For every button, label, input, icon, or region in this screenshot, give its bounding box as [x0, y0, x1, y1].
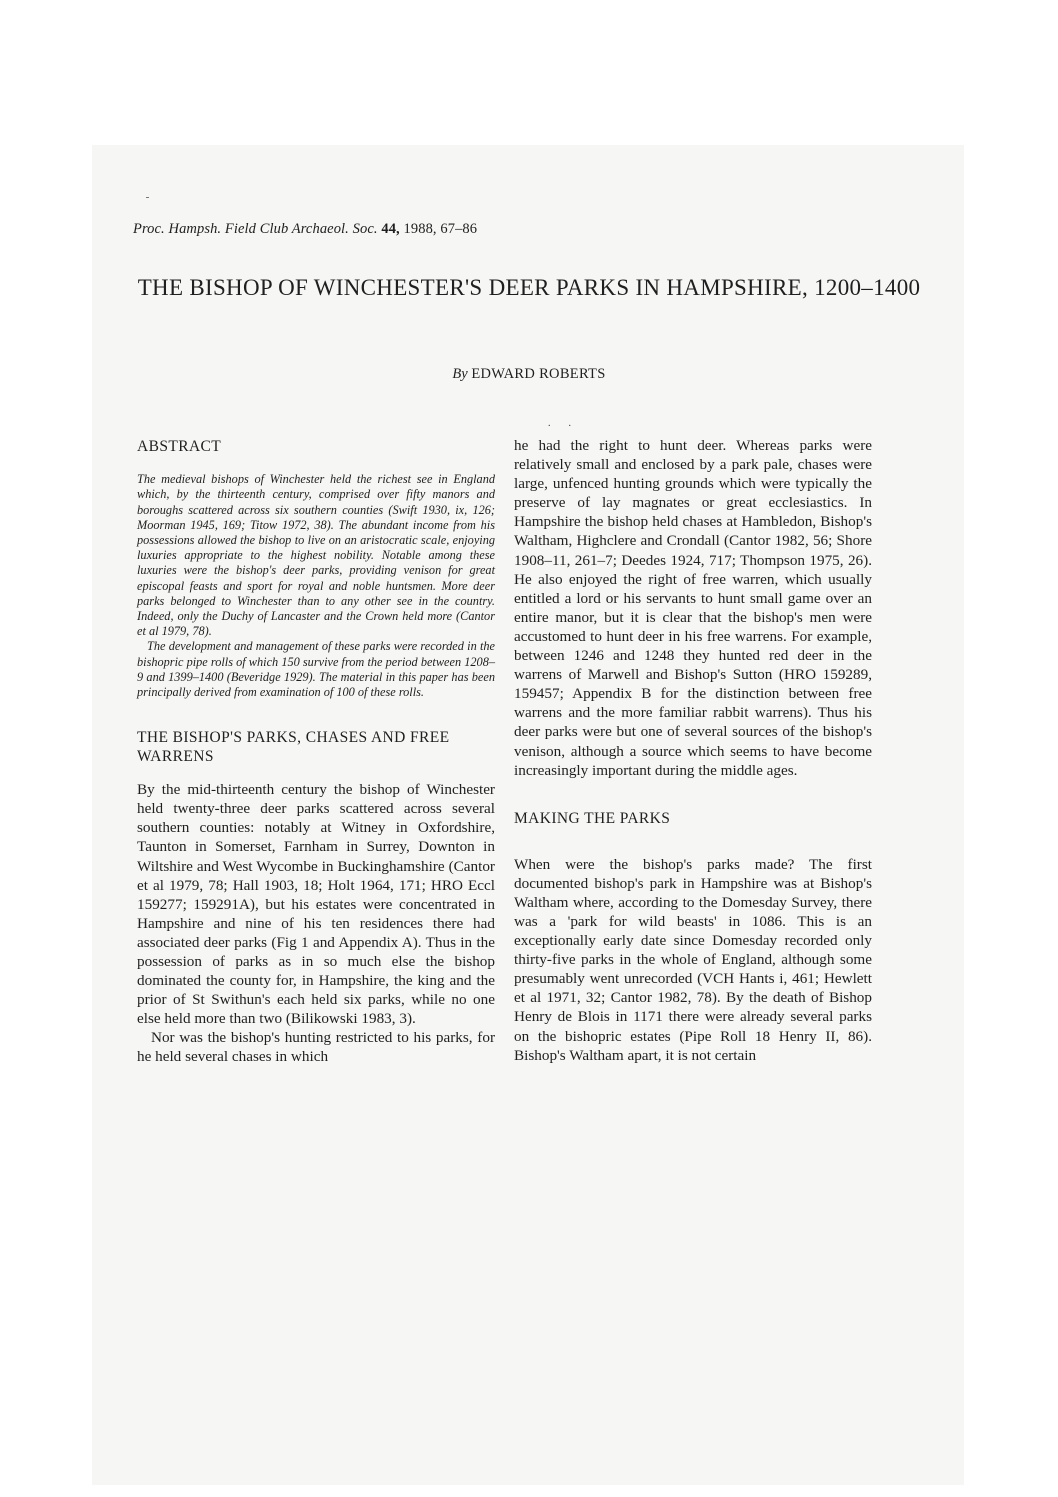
abstract-paragraph: The development and management of these parks were recorded in the bishopric pipe rolls of which 150 survive from the period between 1208–9 and 1399–1400 (Beveridge 1929). The material in this paper has been principally derived from examination of 100 of these rolls. [137, 639, 495, 699]
body-paragraph: he had the right to hunt deer. Whereas parks were relatively small and enclosed by a park pale, chases were large, unfenced hunting grounds which were typically the preserve of lay magnates or great ecclesiastics. In Hampshire the bishop held chases at Hambledon, Bishop's Waltham, Highclere and Crondall (Cantor 1982, 56; Shore 1908–11, 261–7; Deedes 1924, 717; Thompson 1975, 26). He also enjoyed the right of free warren, which usually entitled a lord or his servants to hunt small game over an entire manor, but it is clear that the bishop's men were accustomed to hunt deer in his free warrens. For example, between 1246 and 1248 they hunted red deer in the warrens of Marwell and Bishop's Sutton (HRO 159289, 159457; Appendix B for the distinction between free warrens and the more familiar rabbit warrens). Thus his deer parks were but one of several sources of the bishop's venison, although a source which seems to have become increasingly important during the middle ages. [514, 437, 872, 779]
section-body-continued [514, 436, 872, 780]
journal-name: Proc. Hampsh. Field Club Archaeol. Soc. [133, 221, 378, 237]
author-name: EDWARD ROBERTS [471, 366, 606, 382]
section-heading-making-parks: MAKING THE PARKS [514, 809, 671, 827]
byline-prefix: By [452, 366, 468, 382]
section-body [514, 855, 872, 1065]
article-title: THE BISHOP OF WINCHESTER'S DEER PARKS IN HAMPSHIRE, 1200–1400 [137, 275, 921, 300]
abstract-paragraph: The medieval bishops of Winchester held the richest see in England which, by the thirteenth century, comprised over fifty manors and boroughs scattered across six southern counties (Swift 1930, ix, 126; Moorman 1945, 169; Titow 1972, 38). The abundant income from his possessions allowed the bishop to live on an aristocratic scale, enjoying luxuries appropriate to the highest nobility. Notable among these luxuries were the bishop's deer parks, providing venison for great episcopal feasts and sport for royal and noble huntsmen. More deer parks belonged to Winchester than to any other see in the country. Indeed, only the Duchy of Lancaster and the Crown held more (Cantor et al 1979, 78). [137, 472, 495, 639]
byline [120, 366, 938, 383]
scan-dots: .. [548, 418, 589, 429]
journal-reference [133, 221, 477, 238]
journal-year-pages: 1988, 67–86 [403, 221, 478, 237]
section-body [137, 780, 495, 1066]
abstract-heading: ABSTRACT [137, 438, 222, 455]
scan-speck [146, 197, 149, 198]
body-paragraph: By the mid-thirteenth century the bishop of Winchester held twenty-three deer parks scattered across several southern counties: notably at Witney in Oxfordshire, Taunton in Somerset, Farnham in Surrey, Downton in Wiltshire and West Wycombe in Buckinghamshire (Cantor et al 1979, 78; Hall 1903, 18; Holt 1964, 171; HRO Eccl 159277; 159291A), but his estates were concentrated in Hampshire and nine of his ten residences there had associated deer parks (Fig 1 and Appendix A). Thus in the possession of parks as in so much else the bishop dominated the county for, in Hampshire, the king and the prior of St Swithun's each held six parks, while no one else held more than two (Bilikowski 1983, 3). [137, 781, 495, 1028]
left-column [137, 437, 495, 1067]
abstract [137, 472, 495, 700]
section-heading-parks-chases: THE BISHOP'S PARKS, CHASES AND FREE WARRENS [137, 729, 450, 766]
right-column [514, 436, 872, 1065]
journal-volume: 44, [381, 221, 400, 237]
body-paragraph: Nor was the bishop's hunting restricted to his parks, for he held several chases in which [137, 1029, 495, 1066]
body-paragraph: When were the bishop's parks made? The first documented bishop's park in Hampshire was at Bishop's Waltham where, according to the Domesday Survey, there was a 'park for wild beasts' in 1086. This is an exceptionally early date since Domesday recorded only thirty-five parks in the whole of England, although some presumably went unrecorded (VCH Hants i, 461; Hewlett et al 1971, 32; Cantor 1982, 78). By the death of Bishop Henry de Blois in 1171 there were already several parks on the bishopric estates (Pipe Roll 18 Henry II, 86). Bishop's Waltham apart, it is not certain [514, 855, 872, 1064]
